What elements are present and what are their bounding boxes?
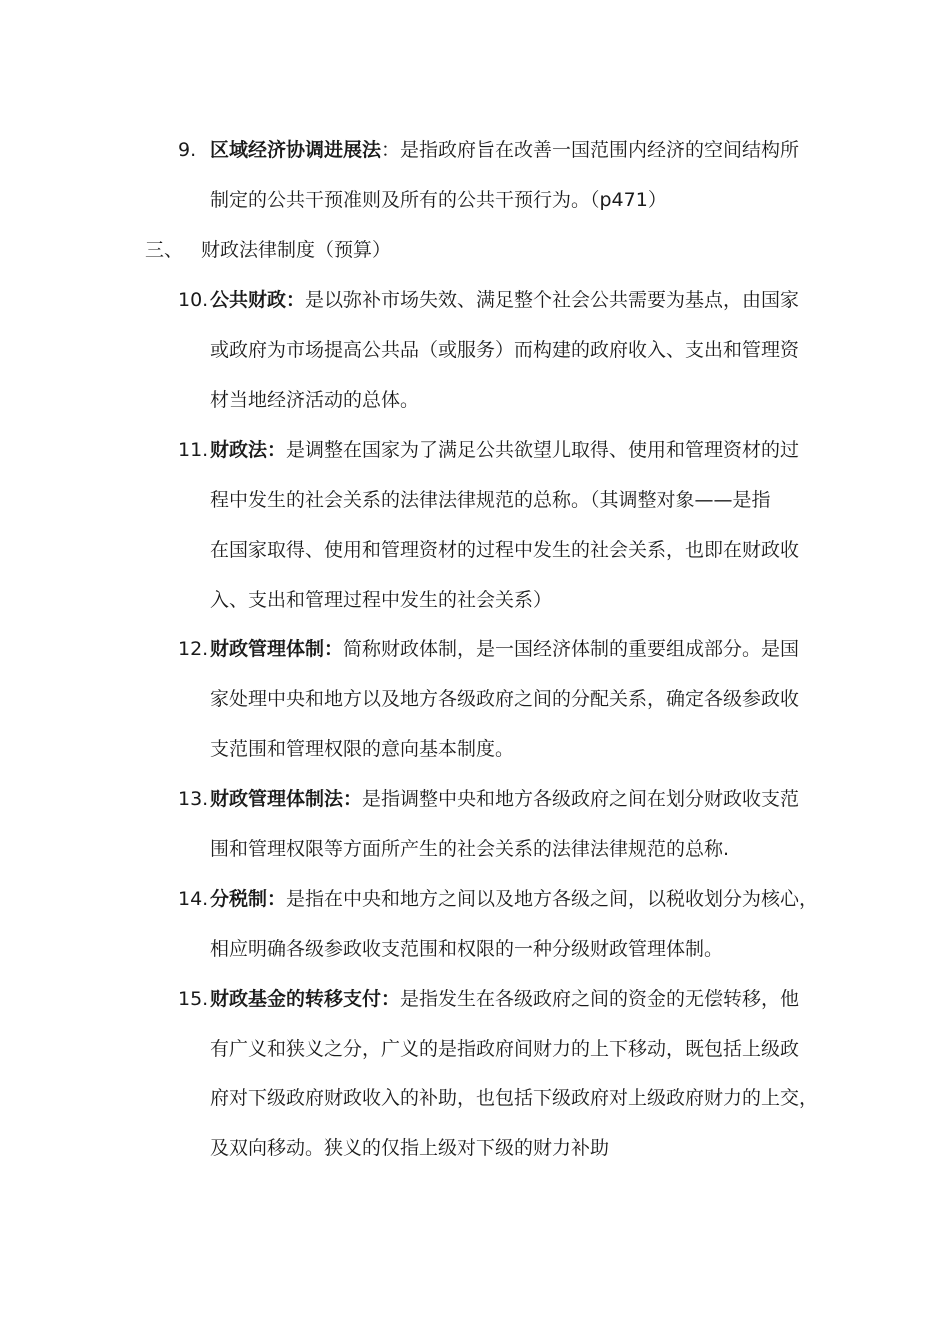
item-first-line [210, 886, 818, 912]
item-first-line [210, 437, 799, 463]
item-text: 简称财政体制，是一国经济体制的重要组成部分。是国 [343, 638, 800, 660]
section-number: 三、 [145, 239, 184, 261]
item-text-line: 相应明确各级参政收支范围和权限的一种分级财政管理体制。 [210, 938, 724, 960]
term-separator: ： [381, 139, 401, 161]
item-text-line: 入、支出和管理过程中发生的社会关系） [210, 589, 553, 611]
item-number: 9. [178, 139, 197, 161]
item-number: 10. [178, 289, 209, 311]
item-term: 财政法： [210, 439, 287, 461]
item-first-line [210, 986, 799, 1012]
item-text-line: 材当地经济活动的总体。 [210, 389, 420, 411]
item-text-line: 围和管理权限等方面所产生的社会关系的法律法律规范的总称. [210, 838, 730, 860]
item-text-line: 或政府为市场提高公共品（或服务）而构建的政府收入、支出和管理资 [210, 339, 800, 361]
item-number: 12. [178, 638, 209, 660]
item-text: 是指发生在各级政府之间的资金的无偿转移，他 [400, 988, 800, 1010]
item-text: 是指在中央和地方之间以及地方各级之间，以税收划分为核心， [286, 888, 819, 910]
item-text-line: 家处理中央和地方以及地方各级政府之间的分配关系，确定各级参政收 [210, 688, 800, 710]
item-text: 是调整在国家为了满足公共欲望儿取得、使用和管理资材的过 [286, 439, 800, 461]
item-text-line: 在国家取得、使用和管理资材的过程中发生的社会关系，也即在财政收 [210, 539, 800, 561]
item-text: 是指调整中央和地方各级政府之间在划分财政收支范 [362, 788, 800, 810]
item-first-line [210, 786, 799, 812]
item-term: 公共财政： [210, 289, 306, 311]
item-term: 区域经济协调进展法 [210, 139, 382, 161]
item-text: 是以弥补市场失效、满足整个社会公共需要为基点，由国家 [305, 289, 800, 311]
item-number: 13. [178, 788, 209, 810]
item-text-line: 制定的公共干预准则及所有的公共干预行为。（p471） [210, 189, 667, 211]
item-first-line [210, 137, 799, 163]
item-number: 14. [178, 888, 209, 910]
item-text-line: 府对下级政府财政收入的补助，也包括下级政府对上级政府财力的上交， [210, 1087, 819, 1109]
item-text-line: 有广义和狭义之分，广义的是指政府间财力的上下移动，既包括上级政 [210, 1038, 800, 1060]
item-term: 财政管理体制： [210, 638, 344, 660]
item-text-line: 及双向移动。狭义的仅指上级对下级的财力补助 [210, 1137, 610, 1159]
item-term: 财政基金的转移支付： [210, 988, 401, 1010]
item-number: 11. [178, 439, 209, 461]
item-first-line [210, 287, 799, 313]
item-text-line: 程中发生的社会关系的法律法律规范的总称。（其调整对象——是指 [210, 489, 771, 511]
item-first-line [210, 636, 799, 662]
item-term: 财政管理体制法： [210, 788, 363, 810]
item-term: 分税制： [210, 888, 287, 910]
item-text-line: 支范围和管理权限的意向基本制度。 [210, 738, 515, 760]
section-title: 财政法律制度（预算） [201, 239, 392, 261]
item-text: 是指政府旨在改善一国范围内经济的空间结构所 [400, 139, 800, 161]
item-number: 15. [178, 988, 209, 1010]
